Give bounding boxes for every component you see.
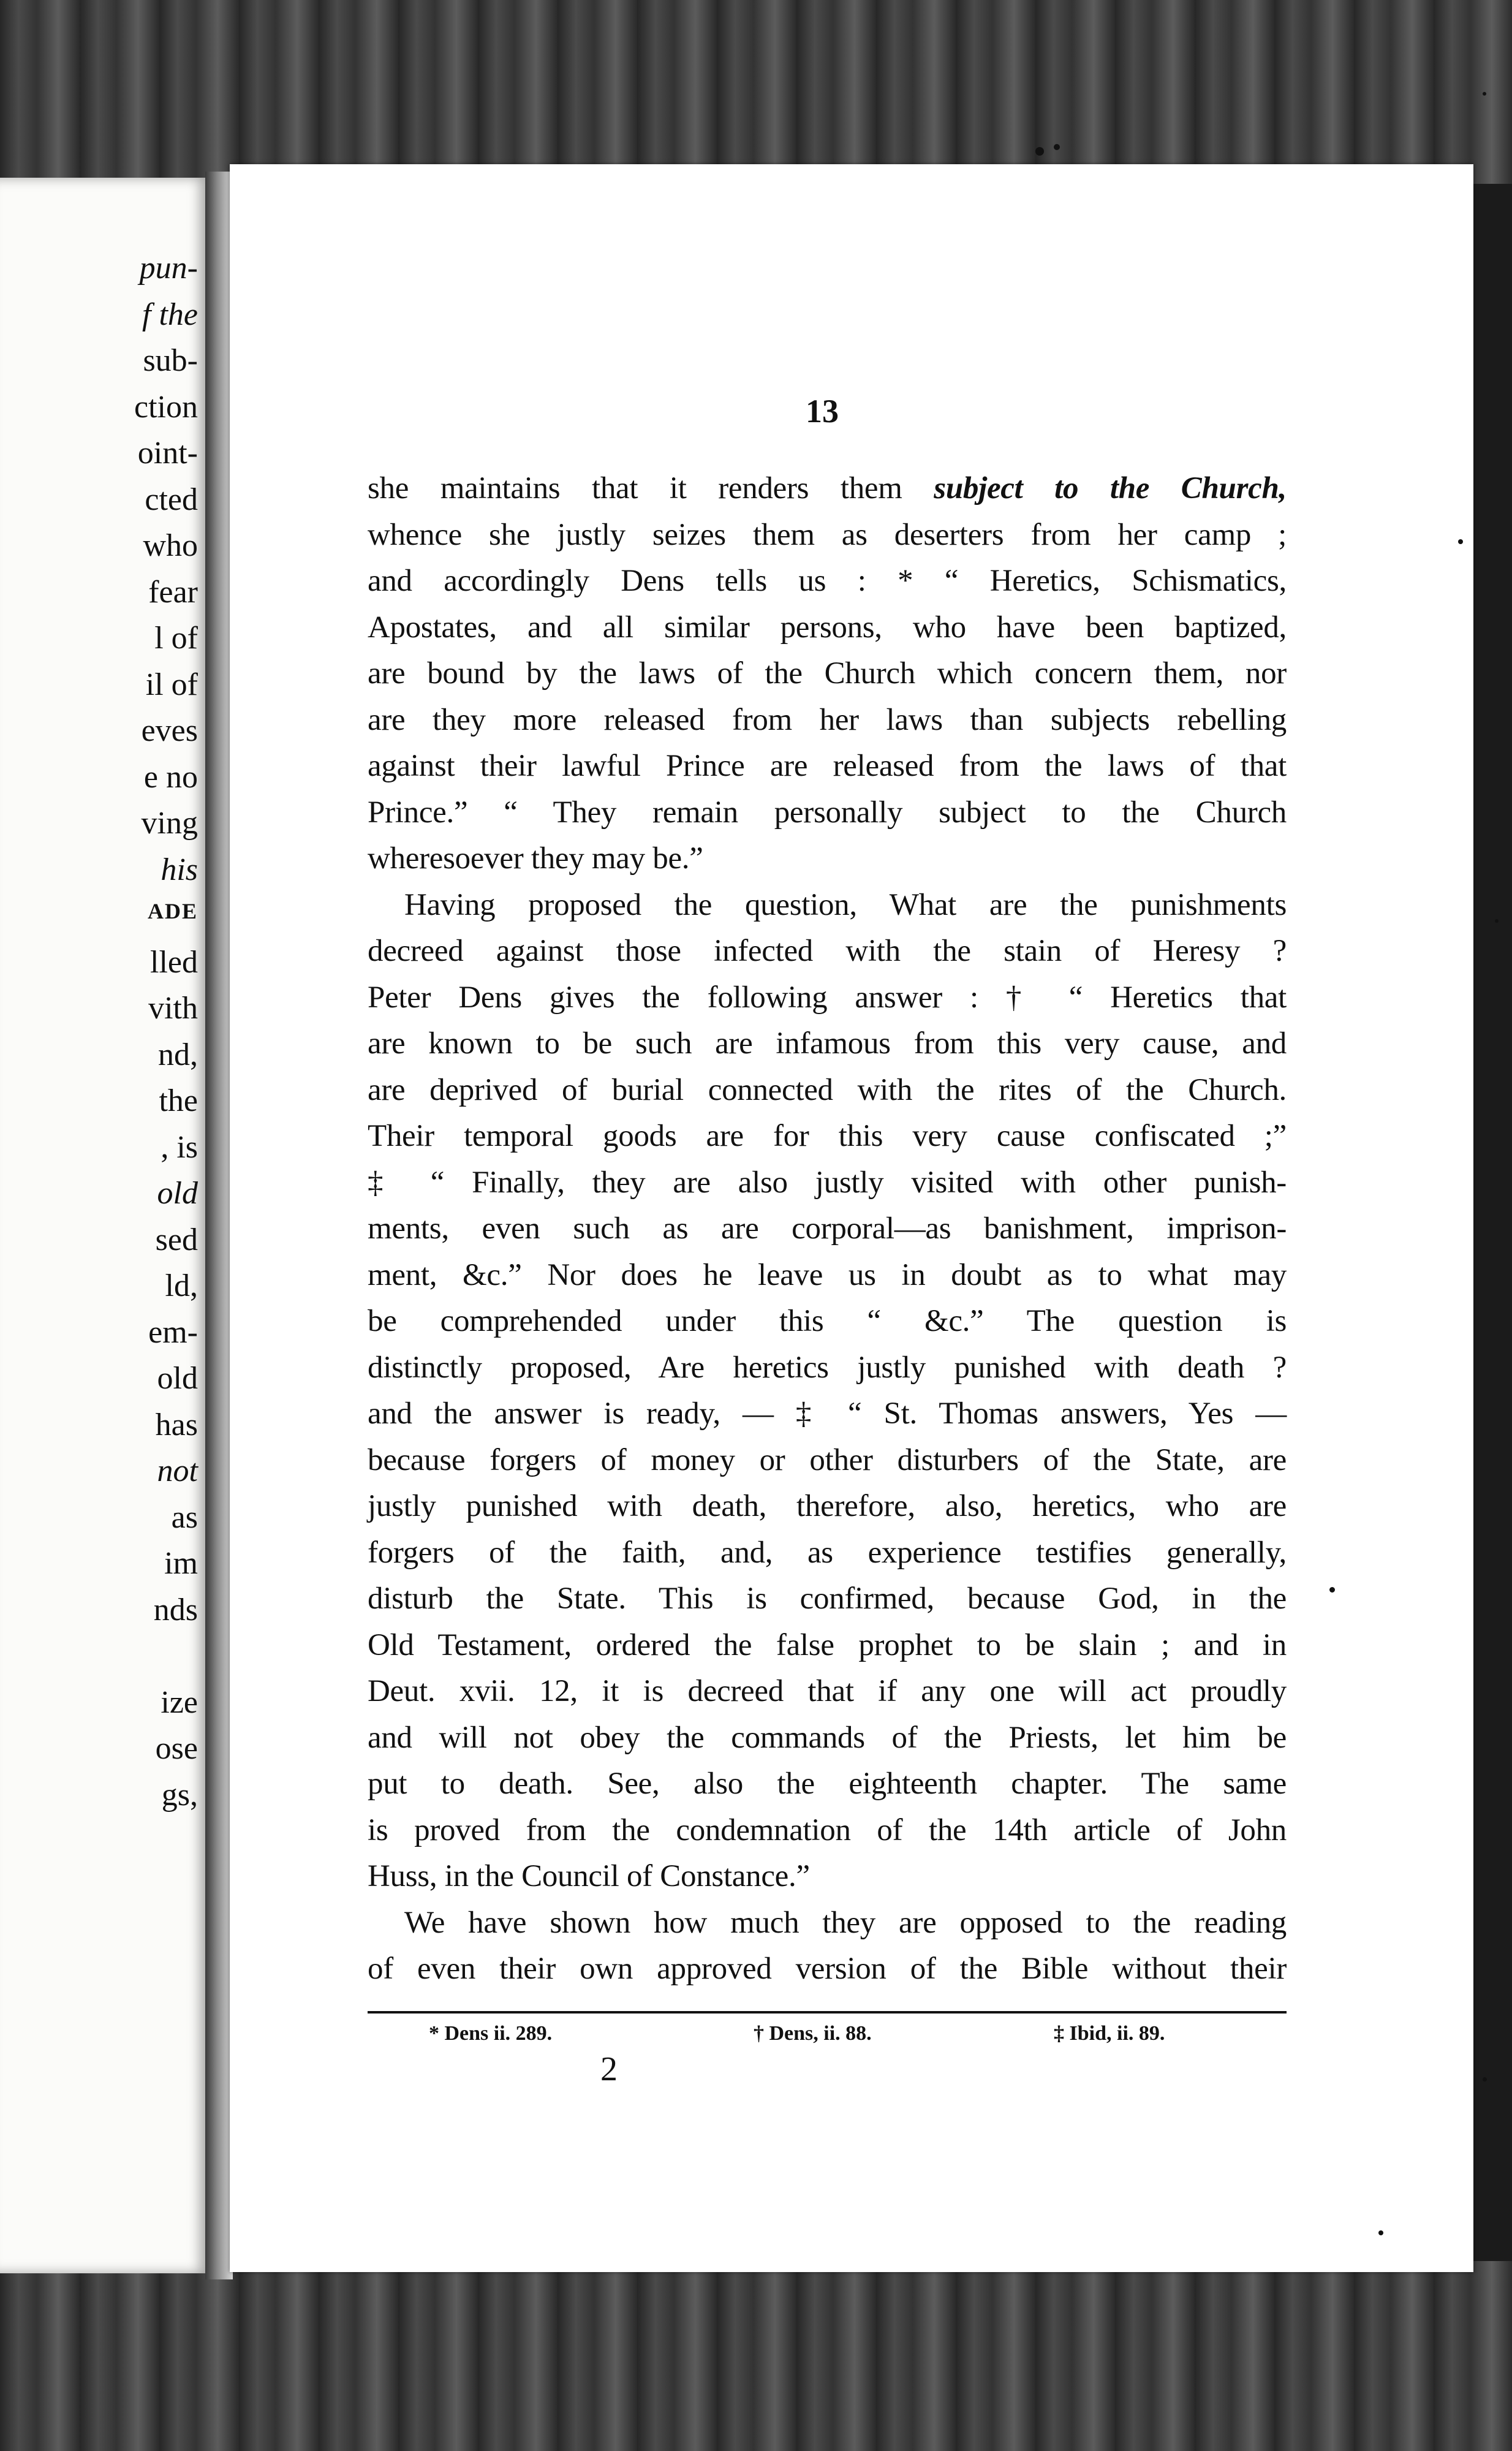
facing-page-fragment: lled bbox=[150, 944, 198, 980]
text-line bbox=[368, 1946, 1287, 1993]
dust-speck bbox=[1495, 919, 1499, 923]
text-run: distinctly proposed, Are heretics justly punished with death ? bbox=[368, 1350, 1287, 1385]
facing-page-fragment: l of bbox=[154, 621, 198, 656]
facing-page-fragment: the bbox=[159, 1083, 198, 1118]
text-line bbox=[368, 1576, 1287, 1623]
dust-speck bbox=[1035, 147, 1044, 156]
text-run: forgers of the faith, and, as experience testifies generally, bbox=[368, 1535, 1287, 1570]
text-run: Their temporal goods are for this very cause confiscated ;” bbox=[368, 1119, 1287, 1153]
facing-page-fragment: pun- bbox=[139, 251, 198, 286]
text-line bbox=[368, 466, 1287, 512]
facing-page-fragment: , is bbox=[161, 1129, 198, 1165]
text-line bbox=[368, 1298, 1287, 1345]
facing-page-fragment: im bbox=[164, 1546, 198, 1581]
text-run: of even their own approved version of the Bible without their bbox=[368, 1952, 1287, 1986]
dust-speck bbox=[1378, 2230, 1383, 2235]
facing-page-fragment: fear bbox=[148, 574, 198, 610]
text-run: be comprehended under this “ &c.” The question is bbox=[368, 1304, 1287, 1338]
text-line bbox=[368, 975, 1287, 1021]
text-run: and accordingly Dens tells us : * “ Heretics, Schismatics, bbox=[368, 564, 1287, 598]
dust-speck bbox=[1483, 2077, 1487, 2082]
text-line bbox=[368, 1438, 1287, 1484]
text-line bbox=[368, 1854, 1287, 1900]
footnote-2: † Dens, ii. 88. bbox=[754, 2022, 872, 2045]
facing-page-fragment: as bbox=[171, 1499, 198, 1535]
facing-page-fragment: nd, bbox=[158, 1037, 198, 1072]
text-line bbox=[368, 1530, 1287, 1577]
text-line bbox=[368, 1483, 1287, 1530]
text-line bbox=[368, 512, 1287, 559]
text-run: are known to be such are infamous from this very cause, and bbox=[368, 1026, 1287, 1061]
facing-page-fragment: ction bbox=[134, 389, 198, 425]
dust-speck bbox=[1458, 539, 1463, 544]
facing-page-fragment: cted bbox=[145, 482, 198, 517]
text-line bbox=[368, 836, 1287, 882]
text-run: against their lawful Prince are released from the laws of that bbox=[368, 749, 1287, 783]
scanner-background-bottom bbox=[0, 2261, 1512, 2451]
facing-page-fragment: eves bbox=[141, 713, 198, 748]
facing-page-fragment: nds bbox=[153, 1592, 198, 1627]
facing-page-fragment: old bbox=[157, 1361, 198, 1396]
text-run: ments, even such as are corporal—as banishment, imprison- bbox=[368, 1211, 1287, 1246]
page-number: 13 bbox=[806, 393, 839, 430]
text-line bbox=[368, 1113, 1287, 1160]
footnote-1: * Dens ii. 289. bbox=[429, 2022, 553, 2045]
text-run: and the answer is ready, — ‡ “ St. Thomas answers, Yes — bbox=[368, 1396, 1287, 1431]
text-line bbox=[368, 743, 1287, 790]
text-run: Peter Dens gives the following answer : † “ Heretics that bbox=[368, 980, 1287, 1015]
text-line bbox=[368, 1160, 1287, 1207]
dust-speck bbox=[1329, 1587, 1335, 1593]
scanner-background-top bbox=[0, 0, 1512, 184]
facing-page-fragment: ving bbox=[141, 806, 198, 841]
text-run: Having proposed the question, What are the punishments bbox=[404, 887, 1287, 922]
emphasis-text: subject to the Church, bbox=[934, 471, 1287, 506]
text-run: Old Testament, ordered the false prophet to be slain ; and in bbox=[368, 1627, 1287, 1662]
text-line bbox=[368, 1206, 1287, 1252]
body-text bbox=[368, 466, 1287, 1993]
text-run: Apostates, and all similar persons, who have been baptized, bbox=[368, 610, 1287, 645]
text-run: and will not obey the commands of the Priests, let him be bbox=[368, 1720, 1287, 1755]
facing-page-fragment: sub- bbox=[143, 343, 198, 378]
facing-page-fragment: has bbox=[155, 1407, 198, 1442]
text-run: ment, &c.” Nor does he leave us in doubt as to what may bbox=[368, 1257, 1287, 1292]
facing-page-left bbox=[0, 178, 211, 2273]
text-run: justly punished with death, therefore, also, heretics, who are bbox=[368, 1489, 1287, 1523]
text-run: Prince.” “ They remain personally subject to the Church bbox=[368, 795, 1287, 830]
text-run: Deut. xvii. 12, it is decreed that if any one will act proudly bbox=[368, 1674, 1287, 1708]
facing-page-fragment: ize bbox=[161, 1684, 198, 1720]
text-line bbox=[368, 1761, 1287, 1808]
text-line bbox=[368, 697, 1287, 744]
text-run: Huss, in the Council of Constance.” bbox=[368, 1859, 810, 1893]
text-line bbox=[368, 1715, 1287, 1762]
text-run: decreed against those infected with the stain of Heresy ? bbox=[368, 934, 1287, 968]
facing-page-fragment: ld, bbox=[165, 1268, 198, 1303]
text-run: she maintains that it renders them bbox=[368, 471, 934, 506]
signature-mark: 2 bbox=[600, 2050, 618, 2088]
facing-page-fragment: old bbox=[157, 1176, 198, 1211]
facing-page-fragment: oint- bbox=[137, 436, 198, 471]
book-gutter bbox=[205, 172, 233, 2279]
text-line bbox=[368, 1252, 1287, 1299]
footnote-3: ‡ Ibid, ii. 89. bbox=[1054, 2022, 1165, 2045]
text-run: put to death. See, also the eighteenth chapter. The same bbox=[368, 1767, 1287, 1801]
facing-page-fragment: ose bbox=[155, 1731, 198, 1766]
text-line bbox=[368, 558, 1287, 605]
footnote-rule bbox=[368, 2011, 1287, 2013]
text-run: because forgers of money or other disturbers of the State, are bbox=[368, 1442, 1287, 1477]
text-run: are they more released from her laws than subjects rebelling bbox=[368, 702, 1287, 737]
text-run: ‡ “ Finally, they are also justly visited with other punish- bbox=[368, 1165, 1287, 1200]
text-line bbox=[368, 1345, 1287, 1392]
text-line bbox=[368, 1021, 1287, 1067]
text-run: are bound by the laws of the Church which concern them, nor bbox=[368, 656, 1287, 691]
dust-speck bbox=[1483, 92, 1486, 96]
text-run: are deprived of burial connected with the rites of the Church. bbox=[368, 1072, 1287, 1107]
text-line bbox=[368, 882, 1287, 929]
facing-page-fragment: em- bbox=[148, 1314, 198, 1350]
text-line bbox=[368, 790, 1287, 836]
facing-page-fragment: sed bbox=[155, 1222, 198, 1257]
facing-page-fragment: ADE bbox=[147, 899, 198, 923]
text-line bbox=[368, 1391, 1287, 1438]
facing-page-fragment: his bbox=[161, 852, 198, 887]
facing-page-fragment: who bbox=[143, 528, 198, 563]
text-line bbox=[368, 1067, 1287, 1114]
text-run: wheresoever they may be.” bbox=[368, 841, 703, 876]
text-run: disturb the State. This is confirmed, because God, in the bbox=[368, 1582, 1287, 1616]
facing-page-fragment: gs, bbox=[161, 1777, 198, 1813]
text-line bbox=[368, 1900, 1287, 1947]
facing-page-fragment: e no bbox=[143, 759, 198, 795]
text-run: is proved from the condemnation of the 14th article of John bbox=[368, 1813, 1287, 1847]
text-line bbox=[368, 1669, 1287, 1715]
dust-speck bbox=[1054, 144, 1060, 150]
facing-page-fragment: not bbox=[157, 1453, 198, 1488]
facing-page-fragment: f the bbox=[142, 297, 198, 332]
facing-page-fragment: vith bbox=[148, 991, 198, 1026]
text-line bbox=[368, 928, 1287, 975]
text-line bbox=[368, 1808, 1287, 1854]
text-line bbox=[368, 651, 1287, 697]
text-run: whence she justly seizes them as deserters from her camp ; bbox=[368, 517, 1287, 552]
text-run: We have shown how much they are opposed to the reading bbox=[404, 1905, 1287, 1940]
text-line bbox=[368, 605, 1287, 651]
text-line bbox=[368, 1623, 1287, 1669]
facing-page-fragment: il of bbox=[145, 667, 198, 702]
